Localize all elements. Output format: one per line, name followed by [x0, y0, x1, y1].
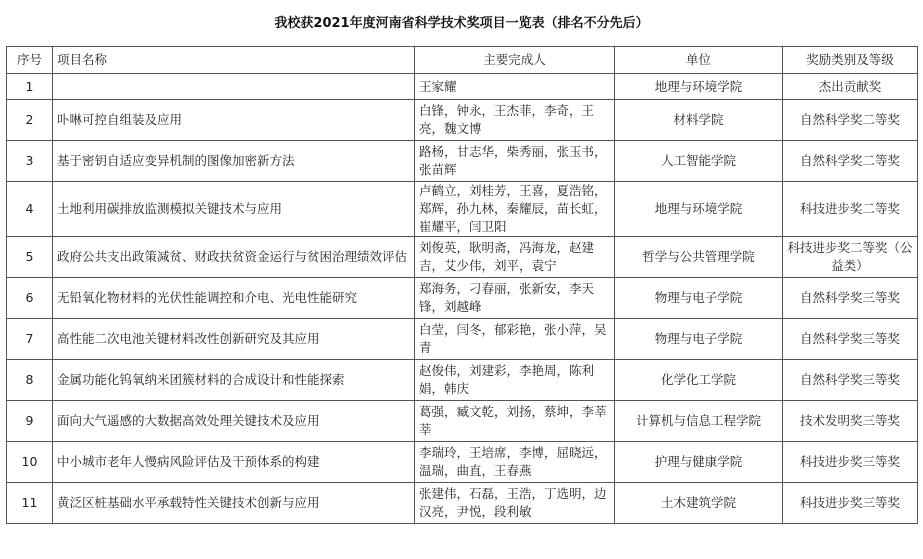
cell-unit: 哲学与公共管理学院	[615, 237, 783, 278]
table-row	[7, 401, 918, 442]
header-project: 项目名称	[53, 47, 415, 74]
cell-members: 路杨，甘志华，柴秀丽，张玉书，张苗辉	[415, 141, 615, 182]
cell-seq: 9	[7, 401, 53, 442]
cell-members: 张建伟，石磊，王浩，丁选明，边汉亮，尹悦，段利敏	[415, 483, 615, 524]
cell-project: 中小城市老年人慢病风险评估及干预体系的构建	[53, 442, 415, 483]
cell-unit: 物理与电子学院	[615, 319, 783, 360]
table-header-row	[7, 47, 918, 74]
table-body	[7, 74, 918, 524]
table-row	[7, 141, 918, 182]
cell-members: 郑海务，刁春丽，张新安，李天锋，刘越峰	[415, 278, 615, 319]
cell-seq: 8	[7, 360, 53, 401]
cell-award: 自然科学奖三等奖	[783, 278, 918, 319]
table-row	[7, 319, 918, 360]
cell-unit: 护理与健康学院	[615, 442, 783, 483]
table-row	[7, 237, 918, 278]
cell-unit: 计算机与信息工程学院	[615, 401, 783, 442]
cell-members: 赵俊伟，刘建彩，李艳周，陈利娟，韩庆	[415, 360, 615, 401]
page-title: 我校获2021年度河南省科学技术奖项目一览表（排名不分先后）	[274, 16, 649, 31]
cell-award: 杰出贡献奖	[783, 74, 918, 100]
cell-project	[53, 74, 415, 100]
cell-seq: 5	[7, 237, 53, 278]
cell-award: 科技进步奖三等奖	[783, 483, 918, 524]
cell-members: 刘俊英，耿明斋，冯海龙，赵建吉，艾少伟，刘平，袁宁	[415, 237, 615, 278]
table-row	[7, 278, 918, 319]
table-row	[7, 100, 918, 141]
cell-seq: 10	[7, 442, 53, 483]
cell-members: 白锋，钟永，王杰菲，李奇，王亮，魏文博	[415, 100, 615, 141]
table-row	[7, 74, 918, 100]
award-table	[6, 46, 918, 524]
cell-unit: 地理与环境学院	[615, 182, 783, 237]
cell-seq: 3	[7, 141, 53, 182]
cell-unit: 化学化工学院	[615, 360, 783, 401]
cell-members: 白莹，闫冬，郁彩艳，张小萍，吴青	[415, 319, 615, 360]
cell-project: 面向大气遥感的大数据高效处理关键技术及应用	[53, 401, 415, 442]
cell-award: 科技进步奖二等奖	[783, 182, 918, 237]
table-row	[7, 360, 918, 401]
table-row	[7, 182, 918, 237]
header-unit: 单位	[615, 47, 783, 74]
cell-seq: 1	[7, 74, 53, 100]
cell-unit: 人工智能学院	[615, 141, 783, 182]
cell-seq: 4	[7, 182, 53, 237]
cell-members: 王家耀	[415, 74, 615, 100]
cell-unit: 物理与电子学院	[615, 278, 783, 319]
cell-project: 卟啉可控自组装及应用	[53, 100, 415, 141]
cell-project: 金属功能化钨氧纳米团簇材料的合成设计和性能探索	[53, 360, 415, 401]
cell-award: 科技进步奖三等奖	[783, 442, 918, 483]
table-row	[7, 483, 918, 524]
cell-seq: 2	[7, 100, 53, 141]
cell-unit: 土木建筑学院	[615, 483, 783, 524]
header-award: 奖励类别及等级	[783, 47, 918, 74]
cell-seq: 7	[7, 319, 53, 360]
cell-award: 自然科学奖二等奖	[783, 141, 918, 182]
header-seq: 序号	[7, 47, 53, 74]
cell-seq: 6	[7, 278, 53, 319]
cell-unit: 地理与环境学院	[615, 74, 783, 100]
cell-project: 无铅氧化物材料的光伏性能调控和介电、光电性能研究	[53, 278, 415, 319]
cell-award: 技术发明奖三等奖	[783, 401, 918, 442]
cell-seq: 11	[7, 483, 53, 524]
cell-unit: 材料学院	[615, 100, 783, 141]
cell-members: 李瑞玲，王培席，李博，屈晓远，温瑞，曲直，王春燕	[415, 442, 615, 483]
cell-project: 基于密钥自适应变异机制的图像加密新方法	[53, 141, 415, 182]
cell-award: 科技进步奖二等奖（公益类）	[783, 237, 918, 278]
cell-award: 自然科学奖二等奖	[783, 100, 918, 141]
cell-project: 高性能二次电池关键材料改性创新研究及其应用	[53, 319, 415, 360]
cell-project: 土地利用碳排放监测模拟关键技术与应用	[53, 182, 415, 237]
table-row	[7, 442, 918, 483]
cell-award: 自然科学奖三等奖	[783, 319, 918, 360]
header-members: 主要完成人	[415, 47, 615, 74]
cell-members: 葛强，臧文乾，刘扬，蔡坤，李莘莘	[415, 401, 615, 442]
cell-project: 黄泛区桩基础水平承载特性关键技术创新与应用	[53, 483, 415, 524]
cell-project: 政府公共支出政策减贫、财政扶贫资金运行与贫困治理绩效评估	[53, 237, 415, 278]
cell-award: 自然科学奖三等奖	[783, 360, 918, 401]
cell-members: 卢鹤立，刘桂芳，王喜，夏浩铭，郑辉，孙九林，秦耀辰，苗长虹，崔耀平，闫卫阳	[415, 182, 615, 237]
